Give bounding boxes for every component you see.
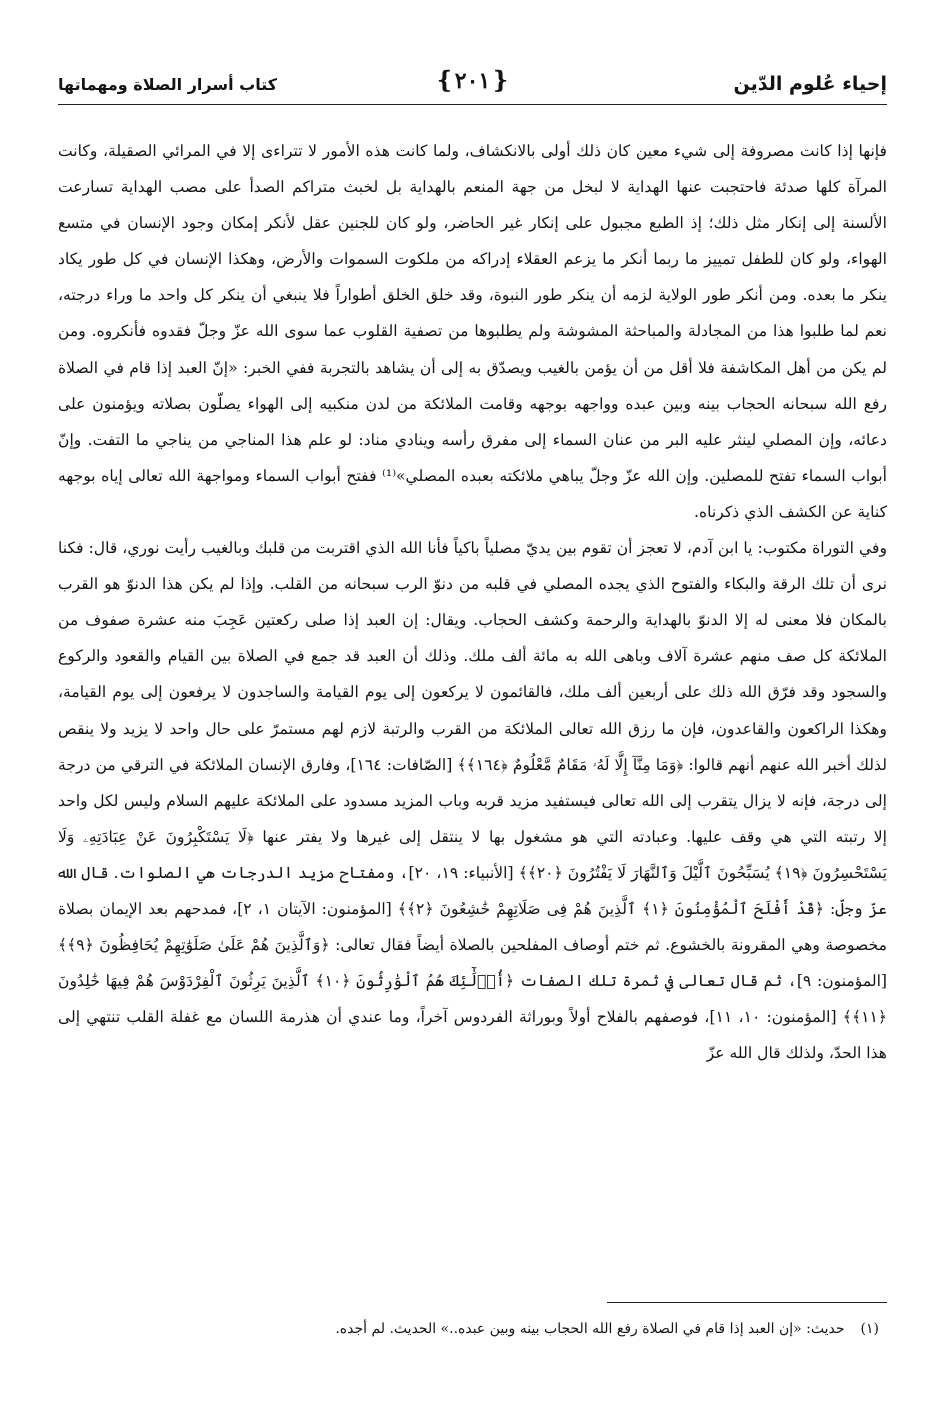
footnote bbox=[60, 1318, 879, 1340]
ornament-left-icon: ❵ bbox=[434, 66, 455, 94]
paragraph-2: وفي التوراة مكتوب: يا ابن آدم، لا تعجز أن تقوم بين يديّ مصلياً باكياً فأنا الله الذي اقتربت من قلبك وبالغيب رأيت نوري، قال: فكنا نرى أن تلك الرقة والبكاء والفتوح الذي يجده المصلي في قلبه من دنوّ الرب سبحانه من القلب. وإذا لم يكن هذا الدنوّ هو القرب بالمكان فلا معنى له إلا الدنوّ بالهداية والرحمة وكشف الحجاب. ويقال: إن العبد إذا صلى ركعتين عَجِبَ منه عشرة صفوف من الملائكة كل صف منهم عشرة آلاف وباهى الله به مائة ألف ملك. وذلك أن العبد قد جمع في الصلاة بين القيام والقعود والركوع والسجود وقد فرّق الله ذلك على أربعين ألف ملك، فالقائمون لا يركعون إلى يوم القيامة والساجدون لا يرفعون إلى يوم القيامة، وهكذا الراكعون والقاعدون، فإن ما رزق الله تعالى الملائكة من القرب والرتبة لازم لهم مستمرّ على حال واحد لا يزيد ولا ينقص لذلك أخبر الله عنهم أنهم قالوا: ﴿وَمَا مِنَّآ إِلَّا لَهُۥ مَقَامٌ مَّعْلُومٌ ﴿١٦٤﴾﴾ [الصّافات: ١٦٤]، وفارق الإنسان الملائكة في الترقي من درجة إلى درجة، فإنه لا يزال يتقرب إلى الله تعالى فيستفيد مزيد قربه وباب المزيد مسدود على الملائكة عليهم السلام وليس لكل واحد إلا رتبته التي هي وقف عليها. وعبادته التي هو مشغول بها لا ينتقل إلى غيرها ولا يفتر عنها ﴿لَا يَسْتَكْبِرُونَ عَنْ عِبَادَتِهِۦ وَلَا يَسْتَحْسِرُونَ ﴿١٩﴾ يُسَبِّحُونَ ٱلَّيْلَ وَٱلنَّهَارَ لَا يَفْتُرُونَ ﴿٢٠﴾﴾ [الأنبياء: ١٩، ٢٠]، ومفتاح مزيد الدرجات هي الصلوات. قال الله عزّ وجلّ: ﴿قَدْ أَفْلَحَ ٱلْمُؤْمِنُونَ ﴿١﴾ ٱلَّذِينَ هُمْ فِى صَلَاتِهِمْ خَٰشِعُونَ ﴿٢﴾﴾ [المؤمنون: الآيتان ١، ٢]، فمدحهم بعد الإيمان بصلاة مخصوصة وهي المقرونة بالخشوع. ثم ختم أوصاف المفلحين بالصلاة أيضاً فقال تعالى: ﴿وَٱلَّذِينَ هُمْ عَلَىٰ صَلَوَٰتِهِمْ يُحَافِظُونَ ﴿٩﴾﴾ [المؤمنون: ٩]، ثم قال تعالى في ثمرة تلك الصفات ﴿أُو۟لَٰٓئِكَ هُمُ ٱلْوَٰرِثُونَ ﴿١٠﴾ ٱلَّذِينَ يَرِثُونَ ٱلْفِرْدَوْسَ هُمْ فِيهَا خَٰلِدُونَ ﴿١١﴾﴾ [المؤمنون: ١٠، ١١]، فوصفهم بالفلاح أولاً وبوراثة الفردوس آخراً، وما عندي أن هذرمة اللسان مع غفلة القلب تنتهي إلى هذا الحدّ، ولذلك قال الله عزّ bbox=[58, 539, 887, 1063]
chapter-title: كتاب أسرار الصلاة ومهماتها bbox=[58, 74, 278, 94]
footnote-divider bbox=[607, 1302, 887, 1303]
paragraph-1: فإنها إذا كانت مصروفة إلى شيء معين كان ذلك أولى بالانكشاف، ولما كانت هذه الأمور لا تتراءى إلا في المرائي الصقيلة، وكانت المرآة كلها صدئة فاحتجبت عنها الهداية لا لبخل من جهة المنعم بالهداية بل لخبث متراكم الصدأ على مصب الهداية تسارعت الألسنة إلى إنكار مثل ذلك؛ إذ الطبع مجبول على إنكار غير الحاضر، ولو كان للجنين عقل لأنكر إمكان وجود الإنسان في متسع الهواء، ولو كان للطفل تمييز ما ربما أنكر ما يزعم العقلاء إدراكه من ملكوت السموات والأرض، وهكذا الإنسان في كل طور يكاد ينكر ما بعده. ومن أنكر طور الولاية لزمه أن ينكر طور النبوة، وقد خلق الخلق أطواراً فلا ينبغي أن ينكر كل واحد ما وراء درجته، نعم لما طلبوا هذا من المجادلة والمباحثة المشوشة ولم يطلبوها من تصفية القلوب عما سوى الله عزّ وجلّ فقدوه فأنكروه. ومن لم يكن من أهل المكاشفة فلا أقل من أن يؤمن بالغيب ويصدّق به إلى أن يشاهد بالتجربة ففي الخبر: «إنّ العبد إذا قام في الصلاة رفع الله سبحانه الحجاب بينه وبين عبده وواجهه بوجهه وقامت الملائكة من لدن منكبيه إلى الهواء يصلّون بصلاته ويؤمنون على دعائه، وإن المصلي لينثر عليه البر من عنان السماء إلى مفرق رأسه وينادي مناد: لو علم هذا المناجي من يناجي ما التفت. وإنّ أبواب السماء تفتح للمصلين. وإن الله عزّ وجلّ يباهي ملائكته بعبده المصلي»⁽¹⁾ ففتح أبواب السماء ومواجهة الله تعالى إياه بوجهه كناية عن الكشف الذي ذكرناه. bbox=[58, 142, 887, 521]
page-number bbox=[435, 66, 511, 94]
page-number-value: ٢٠١ bbox=[454, 68, 491, 94]
footnote-number: (١) bbox=[860, 1321, 879, 1337]
running-header bbox=[58, 64, 887, 105]
book-title: إحياء عُلوم الدّين bbox=[733, 73, 887, 95]
main-text bbox=[58, 133, 887, 1071]
ornament-right-icon: ❴ bbox=[490, 66, 511, 94]
footnote-text: حديث: «إن العبد إذا قام في الصلاة رفع الله الحجاب بينه وبين عبده..» الحديث. لم أجده. bbox=[335, 1321, 845, 1337]
